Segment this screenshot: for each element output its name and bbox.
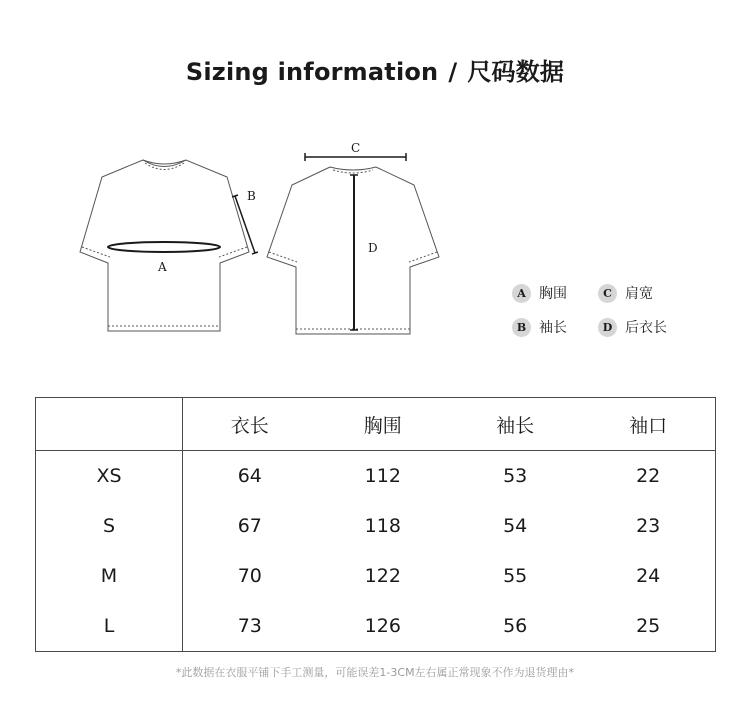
table-cell: 55: [503, 565, 528, 587]
table-cell: 73: [237, 615, 262, 637]
table-cell: 24: [636, 565, 661, 587]
table-header-row: [36, 398, 716, 451]
table-row: [36, 601, 716, 652]
footnote: *此数据在衣服平铺下手工测量，可能误差1-3CM左右属正常现象不作为退货理由*: [175, 666, 575, 679]
size-cell: L: [36, 601, 183, 652]
legend-badge: D: [598, 318, 617, 337]
legend-label: 后衣长: [625, 320, 667, 336]
size-cell: S: [36, 501, 183, 551]
legend-badge: A: [512, 284, 531, 303]
table-row: [36, 551, 716, 601]
table-row: [36, 451, 716, 502]
table-cell: 64: [237, 465, 262, 487]
legend-item: [598, 317, 684, 337]
table-cell: 23: [636, 515, 661, 537]
table-cell: 22: [636, 465, 661, 487]
label-b: B: [247, 189, 256, 203]
chest-measure-line: [108, 242, 220, 252]
legend-badge: B: [512, 318, 531, 337]
header-cell: 袖长: [449, 398, 581, 451]
table-cell: 56: [503, 615, 528, 637]
legend-label: 肩宽: [625, 286, 653, 302]
title-separator: /: [448, 58, 458, 86]
header-cell: 胸围: [317, 398, 449, 451]
label-c: C: [351, 141, 361, 155]
table-cell: 126: [364, 615, 401, 637]
legend-item: [512, 283, 598, 303]
legend-item: [512, 317, 598, 337]
header-cell: 袖口: [581, 398, 715, 451]
tshirt-front: [80, 160, 258, 331]
legend-item: [598, 283, 684, 303]
legend-badge: C: [598, 284, 617, 303]
title-english: Sizing information: [185, 58, 439, 86]
table-cell: 118: [364, 515, 401, 537]
tshirt-back: [267, 153, 439, 334]
header-cell: [36, 398, 183, 451]
label-d: D: [368, 241, 378, 255]
page-title: [0, 52, 750, 87]
size-cell: XS: [36, 451, 183, 502]
table-cell: 122: [364, 565, 401, 587]
measurement-legend: [512, 276, 684, 344]
label-a: A: [158, 260, 167, 274]
table-cell: 70: [237, 565, 262, 587]
sleeve-measure-line: [235, 196, 255, 253]
table-row: [36, 501, 716, 551]
table-cell: 25: [636, 615, 661, 637]
table-cell: 112: [364, 465, 401, 487]
legend-label: 胸围: [539, 286, 567, 302]
table-cell: 67: [237, 515, 262, 537]
table-cell: 53: [503, 465, 528, 487]
legend-label: 袖长: [539, 320, 567, 336]
table-cell: 54: [503, 515, 528, 537]
size-cell: M: [36, 551, 183, 601]
header-cell: 衣长: [183, 398, 317, 451]
title-chinese: 尺码数据: [467, 58, 565, 86]
size-table: [35, 397, 716, 652]
tshirt-diagram: [70, 135, 450, 340]
